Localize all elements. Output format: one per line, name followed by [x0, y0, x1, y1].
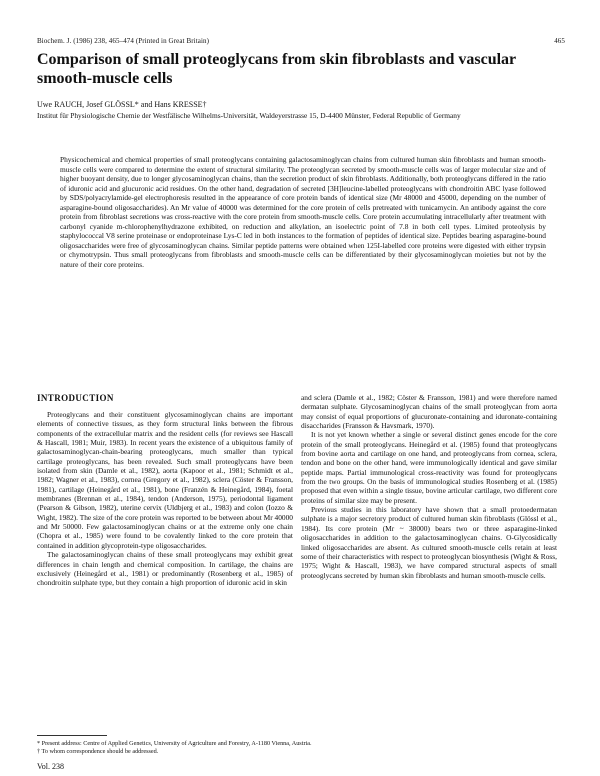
journal-citation: Biochem. J. (1986) 238, 465–474 (Printed in Great Britain) — [37, 37, 210, 45]
page-number: 465 — [554, 37, 565, 45]
author-list: Uwe RAUCH, Josef GLÖSSL* and Hans KRESSE† — [37, 100, 207, 109]
affiliation: Institut für Physiologische Chemie der Westfälische Wilhelms-Universität, Waldeyerstrasse 15, D-4400 Münster, Federal Republic of Germany — [37, 111, 461, 120]
footnote-rule — [37, 735, 107, 736]
abstract: Physicochemical and chemical properties of small proteoglycans containing galactosaminoglycan chains from cultured human skin fibroblasts and human smooth-muscle cells were compared to determine the extent of structural similarity. The proteoglycan secreted by smooth-muscle cells was of larger molecular size and of higher buoyant density, due to longer glycosaminoglycan chains, than the secretion product of skin fibroblasts. Additionally, both proteoglycans differed in the ratio of iduronic acid and glucuronic acid residues. On the other hand, degradation of secreted [3H]leucine-labelled proteoglycans with chondroitin ABC lyase followed by SDS/polyacrylamide-gel electrophoresis resulted in the appearance of core protein bands of identical size (Mr 48000 and 45000, depending on the number of asparagine-bound oligosaccharides). An Mr value of 40000 was determined for the core protein of cells pretreated with tunicamycin. An antibody against the core protein from fibroblast secretions was cross-reactive with the core protein from smooth-muscle cells. Core protein accumulating intracellularly after treatment with carbonyl cyanide m-chlorophenylhydrazone exhibited, on reduction and alkylation, an isoelectric point of 7.8 in both cell types. Limited proteolysis by staphylococcal V8 serine proteinase or endoproteinase Lys-C led in both instances to the formation of peptides of identical size. Peptides bearing asparagine-bound oligosaccharides were free of glycosaminoglycan chains. Similar peptide patterns were obtained when 125I-labelled core proteins were digested with either trypsin or chymotrypsin. Thus small proteoglycans from fibroblasts and smooth-muscle cells can be differentiated by their glycosaminoglycan moieties but not by the nature of their core proteins. — [60, 155, 546, 270]
paragraph: Proteoglycans and their constituent glycosaminoglycan chains are important elements of connective tissues, as they form structural links between the fibrous components of the extracellular matrix and the resident cells (for reviews see Hascall & Hascall, 1981; Muir, 1983). In recent years the existence of a ubiquitous family of galactosaminoglycan-chain-bearing proteoglycans, much smaller than typical cartilage proteoglycans, has been revealed. Such small proteoglycans have been isolated from skin (Damle et al., 1982), aorta (Kapoor et al., 1981; Schmidt et al., 1982; Wagner et al., 1983), cornea (Gregory et al., 1982), sclera (Cöster & Fransson, 1981), cartilage (Heinegård et al., 1981), bone (Franzén & Heinegård, 1984), foetal membranes (Brennan et al., 1984), tendon (Anderson, 1975), periodontal ligament (Pearson & Gibson, 1982), uterine cervix (Uldbjerg et al., 1983) and colon (Iozzo & Wight, 1982). The size of the core protein was reported to be between about Mr 40000 and Mr 50000. Few galactosaminoglycan chains or at the extreme only one chain (Chopra et al., 1985) were found to be covalently linked to the core protein that contained in addition glycoprotein-type oligosaccharides. — [37, 410, 293, 550]
paragraph: and sclera (Damle et al., 1982; Cöster & Fransson, 1981) and were therefore named dermatan sulphate. Glycosaminoglycan chains of the small proteoglycan from aorta may consist of equal proportions of glucuronate-containing and iduronate-containing disaccharides (Fransson & Havsmark, 1970). — [301, 393, 557, 431]
article-title: Comparison of small proteoglycans from skin fibroblasts and vascular smooth-muscle cells — [37, 51, 516, 87]
paragraph: Previous studies in this laboratory have shown that a small protoedermatan sulphate is a major secretory product of cultured human skin fibroblasts (Glössl et al., 1984). Its core protein (Mr ~ 38000) bears two or three asparagine-linked oligosaccharides in addition to the galactosaminoglycan chains. O-Glycosidically linked oligosaccharides are absent. As cultured smooth-muscle cells retain at least some of their characteristics with respect to proteoglycan biosynthesis (Wight & Ross, 1975; Wight & Hascall, 1983), we have compared structural aspects of small proteoglycans secreted by human skin fibroblasts and human smooth-muscle cells. — [301, 505, 557, 580]
footnotes — [37, 740, 557, 756]
text-column-right — [301, 393, 557, 580]
paragraph: It is not yet known whether a single or several distinct genes encode for the core protein of the small proteoglycans. Heinegård et al. (1985) found that proteoglycans from bovine aorta and cartilage on one hand, and proteoglycans from cornea, sclera, tendon and bone on the other hand, were immunologically identical and gave similar peptide maps. Partial immunological cross-reactivity was found for proteoglycans from the two groups. On the basis of immunological studies Rosenberg et al. (1985) proposed that even within a single tissue, bovine articular cartilage, two different core proteins of similar size may be present. — [301, 430, 557, 505]
paragraph: The galactosaminoglycan chains of these small proteoglycans may exhibit great differences in chain length and chemical composition. In cartilage, the chains are exclusively (Heinegård et al., 1981) or predominantly (Rosenberg et al., 1985) of chondroitin sulphate type, but they contain a high proportion of iduronic acid in skin — [37, 550, 293, 588]
footnote: * Present address: Centre of Applied Genetics, University of Agriculture and Forestry, A-1180 Vienna, Austria. — [37, 740, 312, 747]
volume-number: Vol. 238 — [37, 762, 64, 771]
section-heading: INTRODUCTION — [37, 393, 114, 403]
text-column-left — [37, 410, 293, 588]
footnote: † To whom correspondence should be addressed. — [37, 748, 159, 755]
